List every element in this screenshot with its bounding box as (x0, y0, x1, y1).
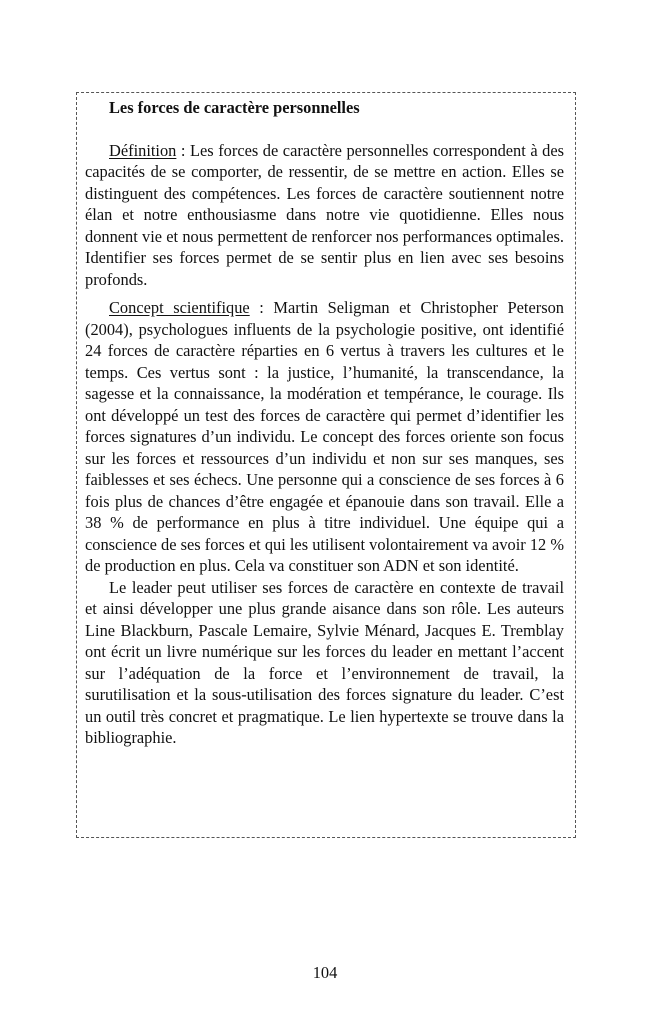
definition-text: : Les forces de caractère personnelles correspondent à des capacités de se comporter, de ressentir, de se mettre en action. Elles se distinguent des compétences. Les forces de caractère soutiennent notre élan et notre enthousiasme dans notre vie quotidienne. Elles nous donnent vie et nous permettent de renforcer nos performances optimales. Identifier ses forces permet de se sentir plus en lien avec ses besoins profonds. (85, 140, 564, 289)
definition-term: Définition (109, 140, 177, 160)
leader-paragraph: Le leader peut utiliser ses forces de caractère en contexte de travail et ainsi développer une plus grande aisance dans son rôle. Les auteurs Line Blackburn, Pascale Lemaire, Sylvie Ménard, Jacques E. Tremblay ont écrit un livre numérique sur les forces du leader en mettant l’accent sur l’adéquation de la force et l’environnement de travail, la surutilisation et la sous-utilisation des forces signature du leader. C’est un outil très concret et pragmatique. Le lien hypertexte se trouve dans la bibliographie. (85, 577, 564, 747)
concept-term: Concept scientifique (109, 298, 250, 317)
concept-text: : Martin Seligman et Christopher Peterson (2004), psychologues influents de la psychologie positive, ont identifié 24 forces de caractère réparties en 6 vertus à travers les cultures et le temps. Ces vertus sont : la justice, l’humanité, la transcendance, la sagesse et la connaissance, la modération et tempérance, le courage. Ils ont développé un test des forces de caractère qui permet d’identifier les forces signatures d’un individu. Le concept des forces oriente son focus sur les forces et ressources d’un individu et non sur ses manques, ses faiblesses et ses échecs. Une personne qui a conscience de ses forces à 6 fois plus de chances d’être engagée et épanouie dans son travail. Elle a 38 % de performance en plus à titre individuel. Une équipe qui a conscience de ses forces et qui les utilisent volontairement va avoir 12 % de production en plus. Cela va constituer son ADN et son identité. (85, 298, 564, 575)
definition-paragraph (85, 140, 564, 291)
section-heading: Les forces de caractère personnelles (109, 98, 360, 117)
concept-paragraph (85, 297, 564, 577)
text-box (76, 92, 576, 838)
page-number: 104 (312, 963, 338, 982)
